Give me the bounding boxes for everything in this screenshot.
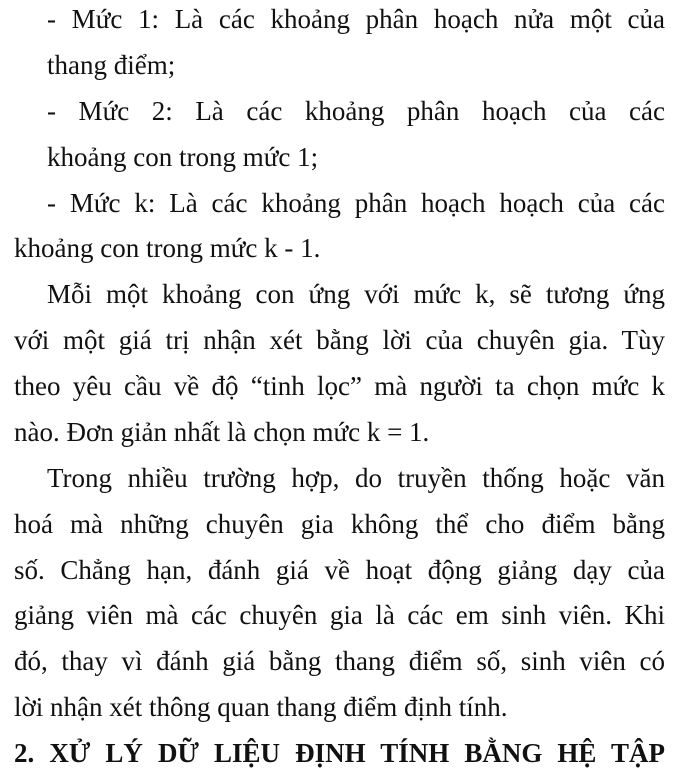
paragraph-line: giảng viên mà các chuyên gia là các em sinh viên. Khi — [14, 600, 665, 630]
level-k-line: - Mức k: Là các khoảng phân hoạch hoạch của các — [47, 188, 665, 218]
level-1-line: - Mức 1: Là các khoảng phân hoạch nửa một của — [47, 4, 665, 34]
paragraph-line: theo yêu cầu về độ “tinh lọc” mà người ta chọn mức k — [14, 371, 665, 401]
level-2-line: khoảng con trong mức 1; — [47, 142, 319, 172]
section-heading: 2. XỬ LÝ DỮ LIỆU ĐỊNH TÍNH BẰNG HỆ TẬP — [14, 738, 665, 768]
paragraph-line: đó, thay vì đánh giá bằng thang điểm số, sinh viên có — [14, 646, 665, 676]
paragraph-line: lời nhận xét thông quan thang điểm định tính. — [14, 692, 508, 722]
paragraph-line: nào. Đơn giản nhất là chọn mức k = 1. — [14, 417, 430, 447]
paragraph-line: Mỗi một khoảng con ứng với mức k, sẽ tương ứng — [47, 279, 665, 309]
paragraph-line: số. Chẳng hạn, đánh giá về hoạt động giảng dạy của — [14, 555, 665, 585]
level-2-line: - Mức 2: Là các khoảng phân hoạch của các — [47, 96, 665, 126]
paragraph-line: hoá mà những chuyên gia không thể cho điểm bằng — [14, 509, 665, 539]
level-1-line: thang điểm; — [47, 50, 176, 80]
paragraph-line: Trong nhiều trường hợp, do truyền thống hoặc văn — [47, 463, 665, 493]
level-k-line: khoảng con trong mức k - 1. — [14, 233, 321, 263]
paragraph-line: với một giá trị nhận xét bằng lời của chuyên gia. Tùy — [14, 325, 665, 355]
